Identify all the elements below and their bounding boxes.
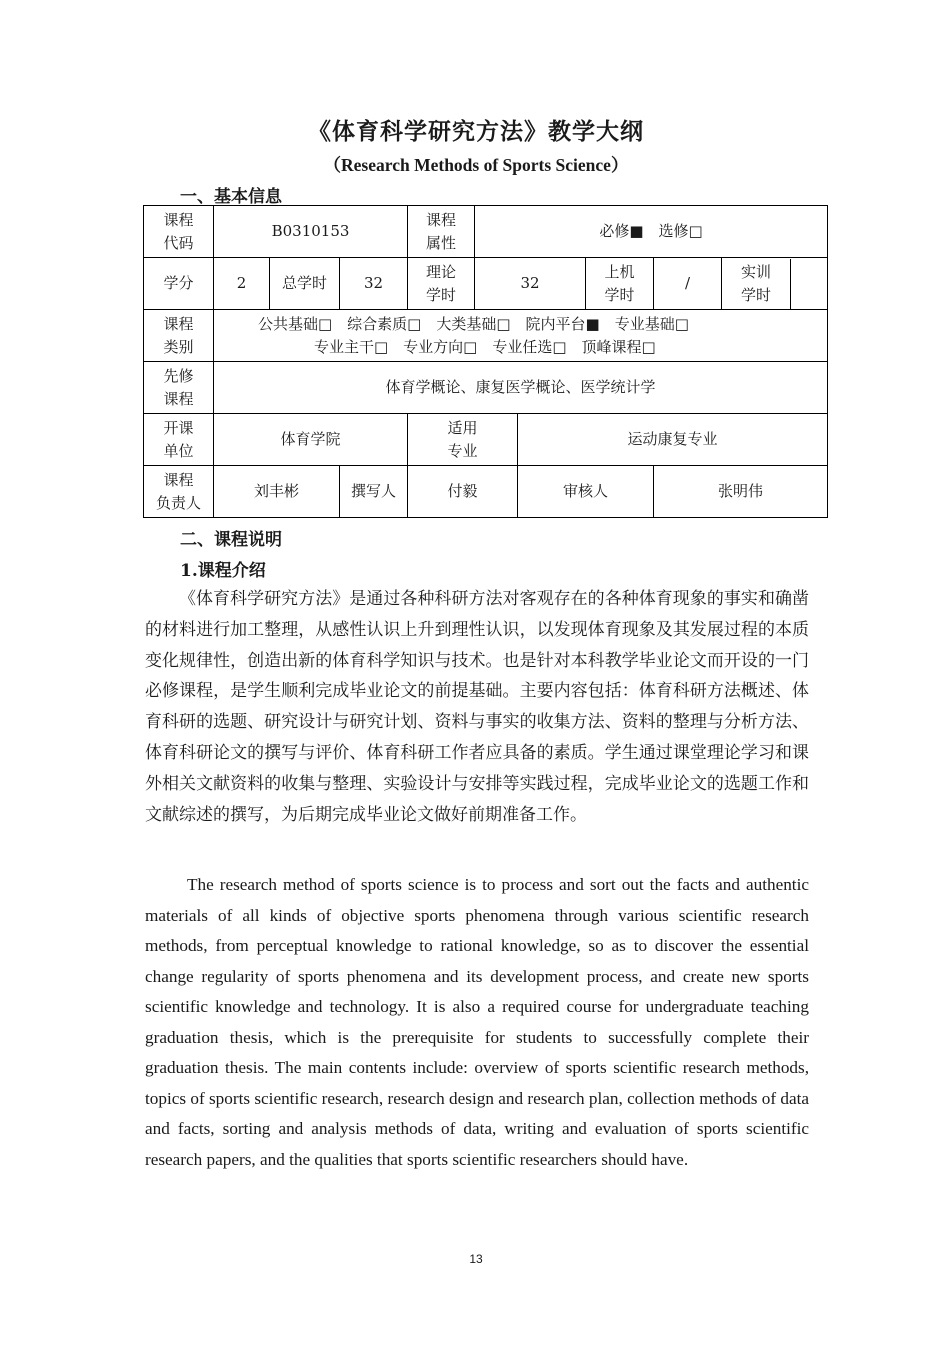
course-code-label: 课程 代码 (144, 206, 214, 258)
total-hours-label: 总学时 (270, 258, 340, 310)
prereq-value: 体育学概论、康复医学概论、医学统计学 (214, 362, 828, 414)
computer-hours-label: 上机 学时 (586, 258, 654, 310)
document-title: 《体育科学研究方法》教学大纲 (308, 118, 644, 145)
category-line-2: 专业主干□ 专业方向□ 专业任选□ 顶峰课程□ (314, 337, 656, 356)
category-line-1: 公共基础□ 综合素质□ 大类基础□ 院内平台■ 专业基础□ (258, 314, 689, 333)
credit-value: 2 (214, 258, 270, 310)
intro-english-paragraph: The research method of sports science is to process and sort out the facts and authentic materials of all kinds of objective sports phenomena through various scientific research methods, from perceptual knowledge to rational knowledge, so as to discover the essential change regularity of sports phenomena and its development process, and create new sports scientific knowledge and technology. It is also a required course for undergraduate teaching graduation thesis, which is the prerequisite for students to successfully complete their graduation thesis. The main contents include: overview of sports scientific research methods, topics of sports scientific research, research design and research plan, collection methods of data and facts, sorting and analysis methods of data, writing and evaluation of sports scientific research papers, and the qualities that sports scientific researchers should have. (145, 875, 809, 1169)
theory-hours-label: 理论 学时 (408, 258, 475, 310)
page-number: 13 (469, 1252, 483, 1266)
course-attr-label: 课程 属性 (408, 206, 475, 258)
major-label: 适用 专业 (408, 414, 518, 466)
practice-hours-cell (722, 258, 828, 310)
dept-label: 开课 单位 (144, 414, 214, 466)
reviewer-label: 审核人 (518, 466, 654, 518)
prereq-label: 先修 课程 (144, 362, 214, 414)
practice-hours-label: 实训 学时 (722, 259, 791, 309)
reviewer-value: 张明伟 (654, 466, 828, 518)
course-code-value: B0310153 (214, 206, 408, 258)
computer-hours-value: / (654, 258, 722, 310)
intro-chinese (145, 584, 809, 830)
writer-label: 撰写人 (340, 466, 408, 518)
major-value: 运动康复专业 (518, 414, 828, 466)
theory-hours-value: 32 (475, 258, 586, 310)
credit-label: 学分 (144, 258, 214, 310)
leader-value: 刘丰彬 (214, 466, 340, 518)
section-heading-course-description: 二、课程说明 (180, 530, 282, 550)
writer-value: 付毅 (408, 466, 518, 518)
document-subtitle: （Research Methods of Sports Science） (323, 155, 629, 175)
category-value (214, 310, 828, 362)
intro-chinese-paragraph: 《体育科学研究方法》是通过各种科研方法对客观存在的各种体育现象的事实和确凿的材料进行加工整理，从感性认识上升到理性认识，以发现体育现象及其发展过程的本质变化规律性，创造出新的体育科学知识与技术。也是针对本科教学毕业论文而开设的一门必修课程，是学生顺利完成毕业论文的前提基础。主要内容包括：体育科研方法概述、体育科研的选题、研究设计与研究计划、资料与事实的收集方法、资料的整理与分析方法、体育科研论文的撰写与评价、体育科研工作者应具备的素质。学生通过课堂理论学习和课外相关文献资料的收集与整理、实验设计与安排等实践过程，完成毕业论文的选题工作和文献综述的撰写，为后期完成毕业论文做好前期准备工作。 (145, 589, 809, 825)
section-heading-basic-info: 一、基本信息 (180, 187, 282, 207)
dept-value: 体育学院 (214, 414, 408, 466)
subheading-course-intro: 1.课程介绍 (180, 561, 266, 581)
course-attr-value: 必修■ 选修□ (475, 206, 828, 258)
category-label: 课程 类别 (144, 310, 214, 362)
total-hours-value: 32 (340, 258, 408, 310)
practice-hours-value (791, 259, 827, 309)
basic-info-table (143, 205, 828, 518)
intro-english (145, 870, 809, 1175)
leader-label: 课程 负责人 (144, 466, 214, 518)
